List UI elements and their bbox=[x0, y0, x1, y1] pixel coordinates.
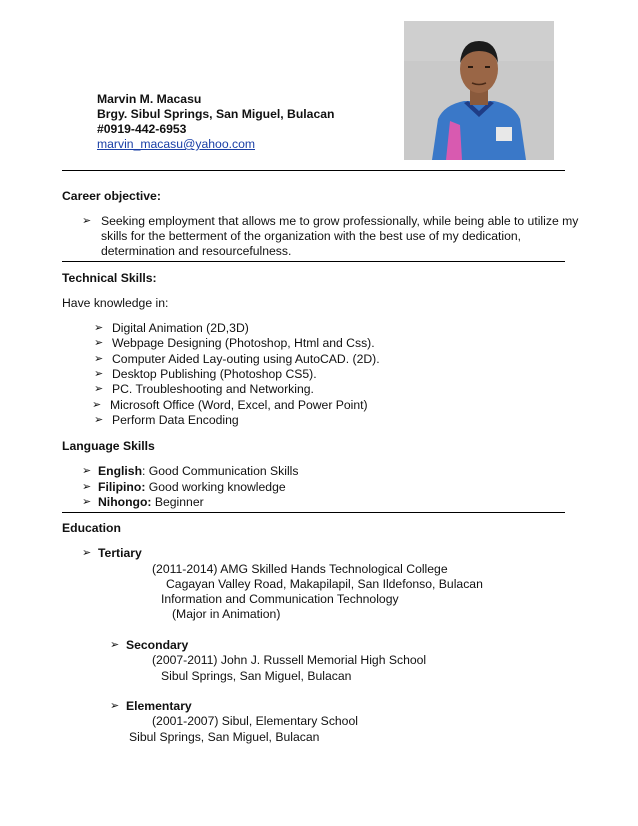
skill-item: Computer Aided Lay-outing using AutoCAD. (2D). bbox=[112, 352, 380, 366]
tertiary-line: Cagayan Valley Road, Makapilapil, San Ildefonso, Bulacan bbox=[166, 577, 483, 591]
career-heading: Career objective: bbox=[62, 189, 161, 203]
bullet-arrow-icon: ➢ bbox=[82, 465, 92, 477]
skill-item: Desktop Publishing (Photoshop CS5). bbox=[112, 367, 317, 381]
skill-item: Perform Data Encoding bbox=[112, 413, 239, 427]
bullet-arrow-icon: ➢ bbox=[82, 496, 92, 508]
bullet-arrow-icon: ➢ bbox=[94, 353, 104, 365]
language-item bbox=[98, 480, 286, 495]
secondary-line: Sibul Springs, San Miguel, Bulacan bbox=[161, 669, 352, 683]
language-heading: Language Skills bbox=[62, 439, 155, 453]
language-separator: : bbox=[142, 464, 146, 478]
section-divider bbox=[62, 261, 565, 262]
technical-intro: Have knowledge in: bbox=[62, 296, 169, 310]
skill-item: PC. Troubleshooting and Networking. bbox=[112, 382, 314, 396]
bullet-arrow-icon: ➢ bbox=[82, 481, 92, 493]
career-line: determination and resourcefulness. bbox=[101, 244, 292, 258]
education-heading: Education bbox=[62, 521, 121, 535]
header-divider bbox=[62, 170, 565, 171]
applicant-name: Marvin M. Macasu bbox=[97, 92, 202, 106]
elementary-label: Elementary bbox=[126, 699, 192, 713]
skill-item: Microsoft Office (Word, Excel, and Power Point) bbox=[110, 398, 368, 412]
bullet-arrow-icon: ➢ bbox=[94, 337, 104, 349]
secondary-line: (2007-2011) John J. Russell Memorial High School bbox=[152, 653, 427, 667]
tertiary-line: (Major in Animation) bbox=[172, 607, 281, 621]
tertiary-label: Tertiary bbox=[98, 546, 142, 560]
bullet-arrow-icon: ➢ bbox=[94, 414, 104, 426]
language-level: Good working knowledge bbox=[145, 480, 286, 494]
bullet-arrow-icon: ➢ bbox=[110, 700, 120, 712]
applicant-address: Brgy. Sibul Springs, San Miguel, Bulacan bbox=[97, 107, 335, 121]
technical-heading: Technical Skills: bbox=[62, 271, 157, 285]
tertiary-line: (2011-2014) AMG Skilled Hands Technological College bbox=[152, 562, 448, 576]
section-divider bbox=[62, 512, 565, 513]
skill-item: Webpage Designing (Photoshop, Html and Css). bbox=[112, 336, 375, 350]
bullet-arrow-icon: ➢ bbox=[82, 547, 92, 559]
language-name: English bbox=[98, 464, 143, 478]
bullet-arrow-icon: ➢ bbox=[92, 399, 102, 411]
language-item bbox=[98, 464, 299, 479]
secondary-label: Secondary bbox=[126, 638, 189, 652]
language-name: Filipino: bbox=[98, 480, 146, 494]
language-item bbox=[98, 495, 204, 510]
bullet-arrow-icon: ➢ bbox=[110, 639, 120, 651]
applicant-email-link[interactable]: marvin_macasu@yahoo.com bbox=[97, 137, 256, 151]
career-line: Seeking employment that allows me to grow professionally, while being able to utilize my bbox=[101, 214, 579, 228]
elementary-line: Sibul Springs, San Miguel, Bulacan bbox=[129, 730, 320, 744]
bullet-arrow-icon: ➢ bbox=[94, 383, 104, 395]
applicant-phone: #0919-442-6953 bbox=[97, 122, 187, 136]
tertiary-line: Information and Communication Technology bbox=[161, 592, 399, 606]
elementary-line: (2001-2007) Sibul, Elementary School bbox=[152, 714, 358, 728]
skill-item: Digital Animation (2D,3D) bbox=[112, 321, 249, 335]
bullet-arrow-icon: ➢ bbox=[94, 322, 104, 334]
bullet-arrow-icon: ➢ bbox=[82, 215, 92, 227]
language-level: Good Communication Skills bbox=[145, 464, 299, 478]
person-photo-icon bbox=[404, 21, 554, 160]
applicant-photo bbox=[404, 21, 554, 160]
language-level: Beginner bbox=[151, 495, 204, 509]
language-name: Nihongo: bbox=[98, 495, 152, 509]
bullet-arrow-icon: ➢ bbox=[94, 368, 104, 380]
career-line: skills for the betterment of the organization with the best use of my dedication, bbox=[101, 229, 522, 243]
